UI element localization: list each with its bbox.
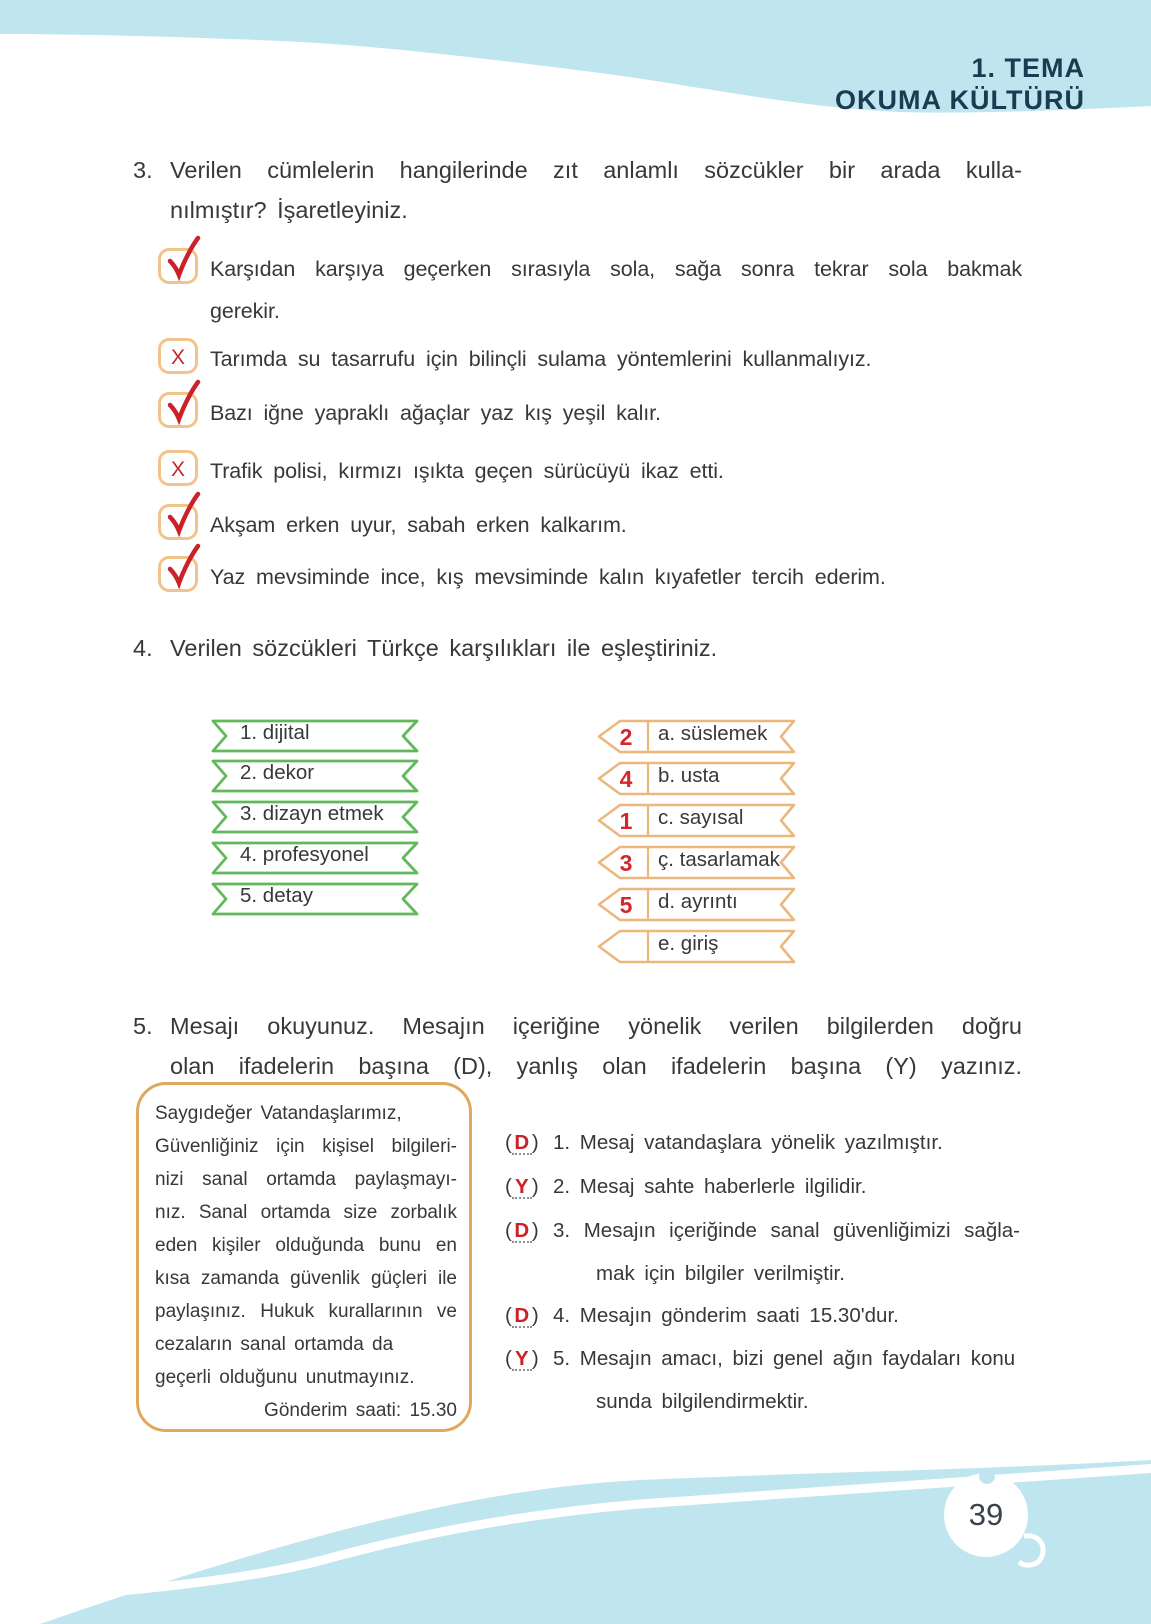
answer-letter: D xyxy=(512,1220,532,1243)
match-label: b. usta xyxy=(658,764,720,787)
q3-item xyxy=(158,248,1022,332)
answer-checkbox xyxy=(158,450,198,486)
answer-marker: ( D ) xyxy=(505,1131,539,1154)
match-banner xyxy=(594,802,798,839)
match-label: c. sayısal xyxy=(658,806,744,829)
message-line: kısa zamanda güvenlik güçleri ile xyxy=(155,1268,457,1289)
match-label: a. süslemek xyxy=(658,722,768,745)
answer-letter: D xyxy=(512,1305,532,1328)
theme-number: 1. TEMA xyxy=(971,53,1085,83)
q3-item xyxy=(158,556,1022,598)
match-label: e. giriş xyxy=(658,932,719,955)
message-line: Güvenliğiniz için kişisel bilgileri- xyxy=(155,1136,457,1157)
question-number: 5. xyxy=(133,1013,153,1039)
q3-item xyxy=(158,450,1022,492)
answer-letter: Y xyxy=(512,1348,532,1371)
statement-text: Tarımda su tasarrufu için bilinçli sulama yöntemlerini kullanmalıyız. xyxy=(210,347,872,371)
match-label: ç. tasarlamak xyxy=(658,848,780,871)
match-answer: 2 xyxy=(619,724,633,750)
word-banner xyxy=(210,840,420,876)
word-banner xyxy=(210,718,420,754)
checkmark-icon xyxy=(164,379,200,425)
word-banner xyxy=(210,881,420,917)
cross-mark: X xyxy=(170,458,185,481)
match-answer: 1 xyxy=(619,808,633,834)
q3-item xyxy=(158,338,1022,380)
page-header xyxy=(835,52,1085,116)
statement-text: mak için bilgiler verilmiştir. xyxy=(596,1262,845,1285)
q3-item xyxy=(158,504,1022,546)
checkmark-icon xyxy=(164,543,200,589)
statement-row xyxy=(505,1128,1020,1158)
answer-letter: Y xyxy=(512,1176,532,1199)
statement-text: 3. Mesajın içeriğinde sanal güvenliğimizi sağla- xyxy=(553,1219,1020,1242)
statement-text: Karşıdan karşıya geçerken sırasıyla sola, sağa sonra tekrar sola bakmak xyxy=(210,257,1022,281)
message-line: nizi sanal ortamda paylaşmayı- xyxy=(155,1169,457,1190)
question-title-line: nılmıştır? İşaretleyiniz. xyxy=(170,197,408,223)
message-box xyxy=(136,1082,472,1432)
answer-marker: ( Y ) xyxy=(505,1347,539,1370)
match-banner xyxy=(594,928,798,965)
answer-checkbox xyxy=(158,504,198,540)
statement-text: 2. Mesaj sahte haberlerle ilgilidir. xyxy=(553,1175,867,1198)
message-line: eden kişiler olduğunda bunu en xyxy=(155,1235,457,1256)
statement-text: gerekir. xyxy=(210,299,280,323)
banner-label: 4. profesyonel xyxy=(240,843,369,866)
cross-mark: X xyxy=(170,346,185,369)
statement-text: 1. Mesaj vatandaşlara yönelik yazılmıştır. xyxy=(553,1131,943,1154)
answer-checkbox xyxy=(158,392,198,428)
statement-text: 5. Mesajın amacı, bizi genel ağın faydaları konu xyxy=(553,1347,1016,1370)
message-line: Saygıdeğer Vatandaşlarımız, xyxy=(155,1103,402,1124)
theme-title: OKUMA KÜLTÜRÜ xyxy=(835,85,1085,115)
checkmark-icon xyxy=(164,235,200,281)
q3-item xyxy=(158,392,1022,434)
answer-marker: ( D ) xyxy=(505,1219,539,1242)
banner-label: 1. dijital xyxy=(240,721,310,744)
answer-checkbox xyxy=(158,556,198,592)
match-banner xyxy=(594,760,798,797)
answer-letter: D xyxy=(512,1132,532,1155)
match-answer: 4 xyxy=(619,766,633,792)
match-banner xyxy=(594,718,798,755)
statement-row xyxy=(505,1172,1020,1202)
statement-row xyxy=(505,1344,1020,1374)
statement-row xyxy=(505,1216,1020,1246)
message-line: cezaların sanal ortamda da xyxy=(155,1334,394,1355)
answer-checkbox xyxy=(158,248,198,284)
question-3-title xyxy=(133,150,1022,230)
statement-text: Akşam erken uyur, sabah erken kalkarım. xyxy=(210,513,627,537)
banner-label: 2. dekor xyxy=(240,761,315,784)
statement-text: sunda bilgilendirmektir. xyxy=(596,1390,809,1413)
page-number-badge: 39 xyxy=(968,1497,1004,1532)
statement-text: Trafik polisi, kırmızı ışıkta geçen sürücüyü ikaz etti. xyxy=(210,459,724,483)
statement-row xyxy=(505,1301,1020,1331)
question-4-title xyxy=(133,628,1022,668)
match-banner xyxy=(594,886,798,923)
answer-marker: ( Y ) xyxy=(505,1175,539,1198)
message-line: paylaşınız. Hukuk kurallarının ve xyxy=(155,1301,457,1322)
statement-text: Bazı iğne yapraklı ağaçlar yaz kış yeşil kalır. xyxy=(210,401,661,425)
question-number: 4. xyxy=(133,635,153,661)
banner-label: 5. detay xyxy=(240,884,313,907)
message-time: Gönderim saati: 15.30 xyxy=(264,1400,457,1421)
banner-label: 3. dizayn etmek xyxy=(240,802,384,825)
question-number: 3. xyxy=(133,157,153,183)
question-title-line: Verilen cümlelerin hangilerinde zıt anlamlı sözcükler bir arada kulla- xyxy=(170,157,1022,183)
match-label: d. ayrıntı xyxy=(658,890,738,913)
checkmark-icon xyxy=(164,491,200,537)
message-line: nız. Sanal ortamda size zorbalık xyxy=(155,1202,457,1223)
question-title-line: Mesajı okuyunuz. Mesajın içeriğine yönelik verilen bilgilerden doğru xyxy=(170,1013,1022,1039)
answer-marker: ( D ) xyxy=(505,1304,539,1327)
statement-text: 4. Mesajın gönderim saati 15.30'dur. xyxy=(553,1304,899,1327)
message-line: geçerli olduğunu unutmayınız. xyxy=(155,1367,415,1388)
answer-checkbox xyxy=(158,338,198,374)
word-banner xyxy=(210,799,420,835)
question-title-line: Verilen sözcükleri Türkçe karşılıkları ile eşleştiriniz. xyxy=(170,635,718,661)
question-5-title xyxy=(133,1006,1022,1086)
match-answer: 5 xyxy=(619,892,633,918)
match-banner xyxy=(594,844,798,881)
statement-text: Yaz mevsiminde ince, kış mevsiminde kalın kıyafetler tercih ederim. xyxy=(210,565,886,589)
question-title-line: olan ifadelerin başına (D), yanlış olan ifadelerin başına (Y) yazınız. xyxy=(170,1053,1022,1079)
match-answer: 3 xyxy=(619,850,633,876)
word-banner xyxy=(210,758,420,794)
